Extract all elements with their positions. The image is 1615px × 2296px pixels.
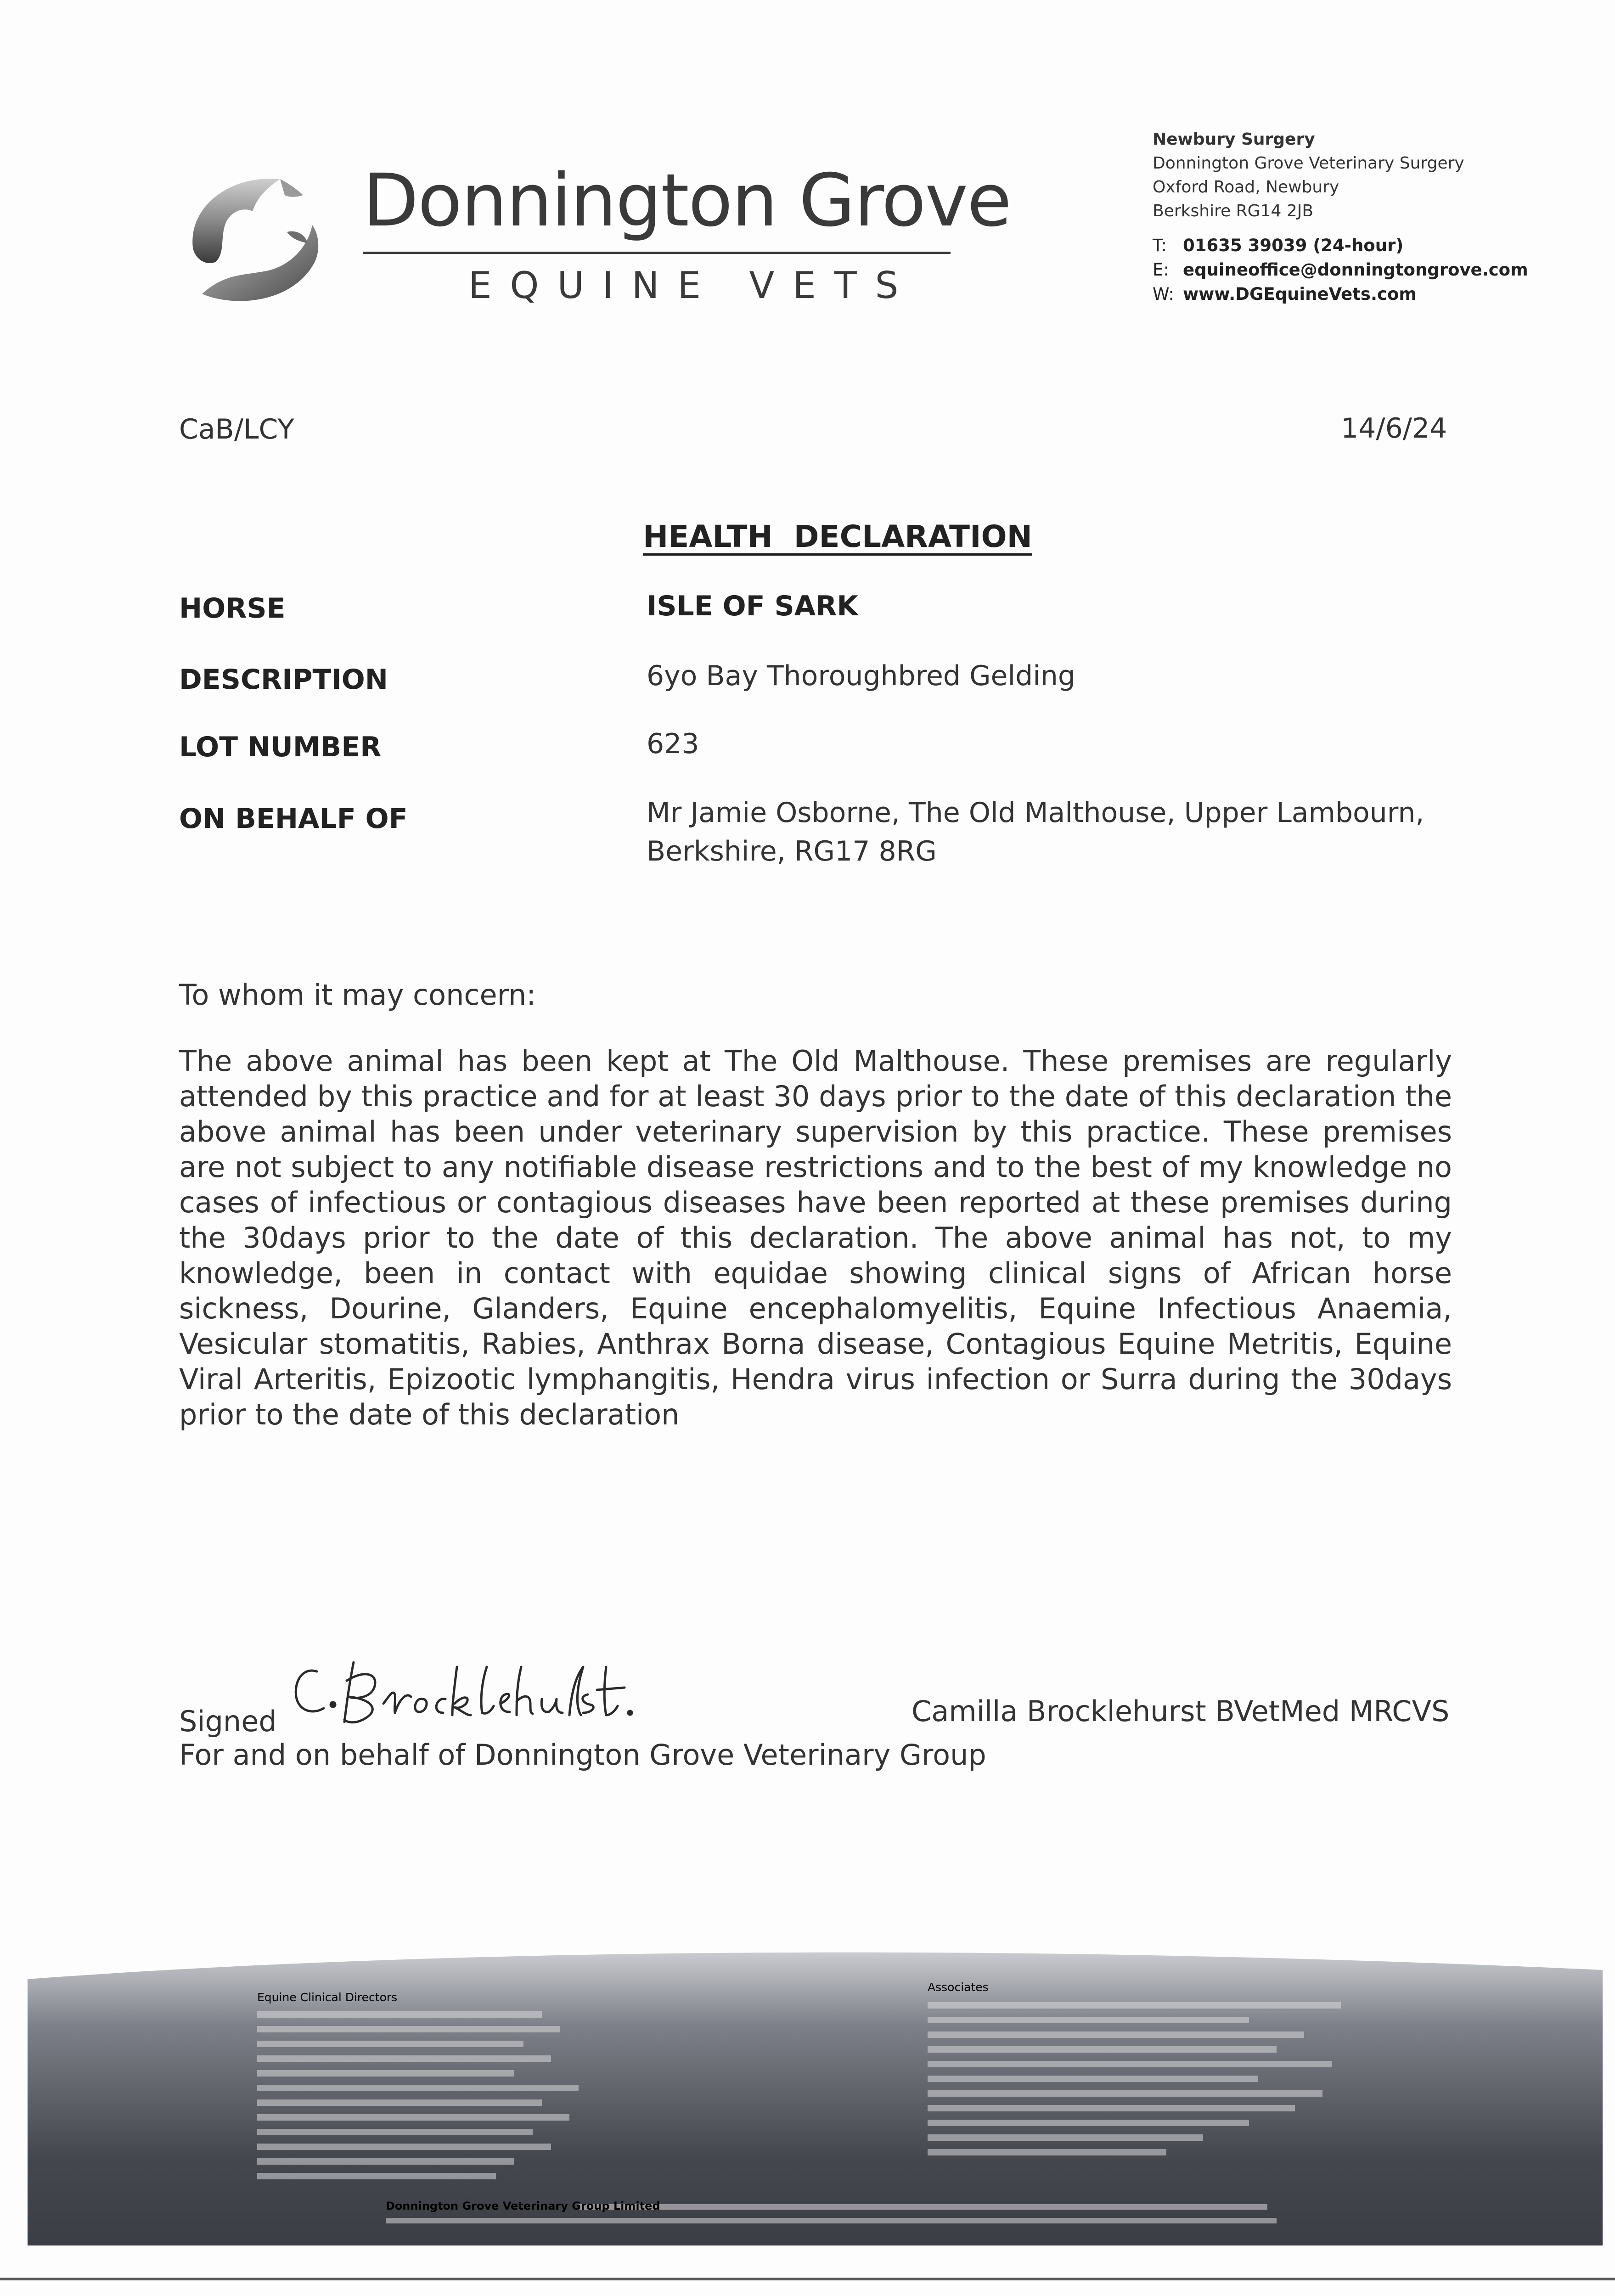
salutation: To whom it may concern: bbox=[179, 978, 536, 1012]
brand-name: Donnington Grove bbox=[363, 158, 1011, 243]
owner-address-line: Mr Jamie Osborne, The Old Malthouse, Upper Lambourn, bbox=[647, 797, 1424, 829]
website: www.DGEquineVets.com bbox=[1183, 284, 1417, 304]
brand-tagline: EQUINE VETS bbox=[468, 264, 917, 307]
declaration-body: The above animal has been kept at The Old Malthouse. These premises are regularly attended by this practice and for at least 30 days prior to the date of this declaration the above animal has been under veterinary supervision by this practice. These premises are not subject to any notifiable disease restrictions and to the best of my knowledge no cases of infectious or contagious diseases have been reported at these premises during the 30days prior to the date of this declaration. The above animal has not, to my knowledge, been in contact with equidae showing clinical signs of African horse sickness, Dourine, Glanders, Equine encephalomyelitis, Equine Infectious Anaemia, Vesicular stomatitis, Rabies, Anthrax Borna disease, Contagious Equine Metritis, Equine Viral Arteritis, Epizootic lymphangitis, Hendra virus infection or Surra during the 30days prior to the date of this declaration bbox=[179, 1044, 1452, 1431]
address-line: Oxford Road, Newbury bbox=[1153, 178, 1339, 197]
description-label: DESCRIPTION bbox=[179, 664, 388, 696]
associates-heading: Associates bbox=[928, 1981, 989, 1994]
footer-band bbox=[28, 1947, 1603, 2245]
page-bottom-rule bbox=[0, 2278, 1615, 2280]
office-name: Newbury Surgery bbox=[1153, 130, 1315, 149]
company-name: Donnington Grove Veterinary Group Limited bbox=[386, 2200, 660, 2212]
address-line: Berkshire RG14 2JB bbox=[1153, 202, 1314, 220]
document-title: HEALTH DECLARATION bbox=[643, 519, 1032, 554]
address-line: Donnington Grove Veterinary Surgery bbox=[1153, 154, 1464, 173]
on-behalf-label: ON BEHALF OF bbox=[179, 803, 408, 835]
description-value: 6yo Bay Thoroughbred Gelding bbox=[647, 660, 1076, 692]
brand-divider bbox=[363, 252, 951, 254]
letter-date: 14/6/24 bbox=[1341, 412, 1447, 445]
reference-code: CaB/LCY bbox=[179, 413, 294, 445]
contact-details bbox=[1153, 233, 1528, 306]
horse-value: ISLE OF SARK bbox=[647, 590, 858, 622]
horse-label: HORSE bbox=[179, 592, 286, 625]
web-label: W: bbox=[1153, 284, 1174, 304]
lot-number-label: LOT NUMBER bbox=[179, 731, 382, 763]
signatory-name: Camilla Brocklehurst BVetMed MRCVS bbox=[912, 1694, 1450, 1728]
email-address: equineoffice@donningtongrove.com bbox=[1183, 260, 1528, 280]
email-label: E: bbox=[1153, 260, 1169, 280]
on-behalf-value bbox=[647, 793, 1424, 871]
phone-number: 01635 39039 (24-hour) bbox=[1183, 236, 1404, 255]
horse-logo-icon bbox=[174, 156, 344, 312]
surgery-address bbox=[1153, 128, 1464, 223]
owner-address-line: Berkshire, RG17 8RG bbox=[647, 835, 937, 867]
signed-label: Signed bbox=[179, 1705, 277, 1738]
handwritten-signature bbox=[285, 1653, 634, 1731]
on-behalf-line: For and on behalf of Donnington Grove Veterinary Group bbox=[179, 1738, 986, 1772]
lot-number-value: 623 bbox=[647, 728, 699, 760]
phone-label: T: bbox=[1153, 236, 1167, 255]
directors-heading: Equine Clinical Directors bbox=[257, 1991, 398, 2004]
